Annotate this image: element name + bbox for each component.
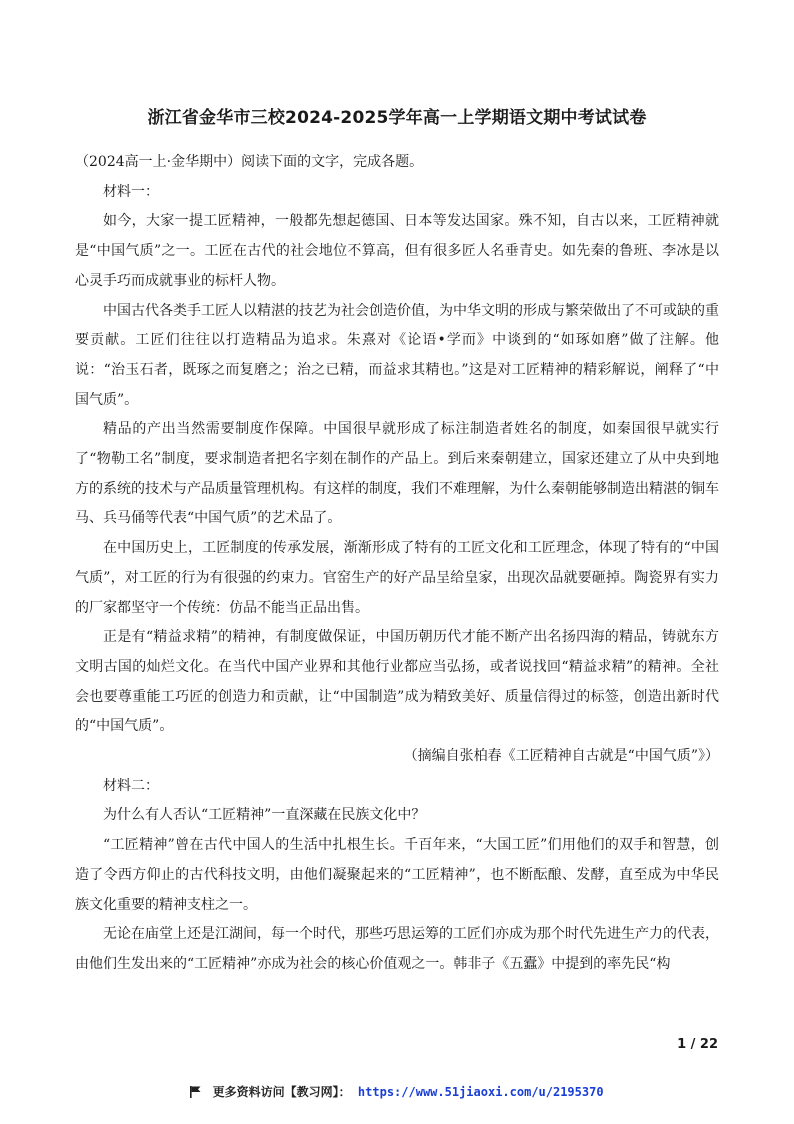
footer-label: 更多资料访问【教习网】：: [212, 1085, 351, 1099]
paragraph: 精品的产出当然需要制度作保障。中国很早就形成了标注制造者姓名的制度，如秦国很早就实行了“物勒工名”制度，要求制造者把名字刻在制作的产品上。到后来秦朝建立，国家还建立了从中央到地方的系统的技术与产品质量管理机构。有这样的制度，我们不难理解，为什么秦朝能够制造出精湛的铜车马、兵马俑等代表“中国气质”的艺术品了。: [75, 421, 719, 527]
paragraph: 如今，大家一提工匠精神，一般都先想起德国、日本等发达国家。殊不知，自古以来，工匠精神就是“中国气质”之一。工匠在古代的社会地位不算高，但有很多匠人名垂青史。如先秦的鲁班、李冰是以心灵手巧而成就事业的标杆人物。: [75, 213, 719, 289]
paragraph: 正是有“精益求精”的精神，有制度做保证，中国历朝历代才能不断产出名扬四海的精品，铸就东方文明古国的灿烂文化。在当代中国产业界和其他行业都应当弘扬，或者说找回“精益求精”的精神。全社会也要尊重能工巧匠的创造力和贡献，让“中国制造”成为精致美好、质量信得过的标签，创造出新时代的“中国气质”。: [75, 629, 719, 735]
page-number: 1 / 22: [677, 1037, 718, 1052]
paragraph: 无论在庙堂上还是江湖间，每一个时代，那些巧思运筹的工匠们亦成为那个时代先进生产力的代表，由他们生发出来的“工匠精神”亦成为社会的核心价值观之一。韩非子《五蠹》中提到的率先民“构: [75, 926, 719, 972]
paragraph: “工匠精神”曾在古代中国人的生活中扎根生长。千百年来，“大国工匠”们用他们的双手和智慧，创造了令西方仰止的古代科技文明，由他们凝聚起来的“工匠精神”，也不断酝酿、发酵，直至成为中华民族文化重要的精神支柱之一。: [75, 837, 719, 913]
paragraph: 中国古代各类手工匠人以精湛的技艺为社会创造价值，为中华文明的形成与繁荣做出了不可或缺的重要贡献。工匠们往往以打造精品为追求。朱熹对《论语•学而》中谈到的“如琢如磨”做了注解。他说：“治玉石者，既琢之而复磨之；治之已精，而益求其精也。”这是对工匠精神的精彩解说，阐释了“中国气质”。: [75, 302, 719, 408]
source-citation: （摘编自张柏春《工匠精神自古就是“中国气质”》）: [403, 748, 719, 765]
document-body: [75, 148, 719, 980]
paragraph: 在中国历史上，工匠制度的传承发展，渐渐形成了特有的工匠文化和工匠理念，体现了特有的“中国气质”，对工匠的行为有很强的约束力。官窑生产的好产品呈给皇家，出现次品就要砸掉。陶瓷界有实力的厂家都坚守一个传统：仿品不能当正品出售。: [75, 540, 719, 616]
document-title: 浙江省金华市三校2024-2025学年高一上学期语文期中考试试卷: [147, 108, 647, 128]
flag-icon: [190, 1086, 201, 1101]
material-one-heading: 材料一：: [103, 183, 159, 200]
question-intro: （2024高一上·金华期中）阅读下面的文字，完成各题。: [75, 154, 424, 170]
footer-banner: [0, 1083, 794, 1101]
footer-link[interactable]: https://www.51jiaoxi.com/u/2195370: [357, 1085, 604, 1099]
paragraph: 为什么有人否认“工匠精神”一直深藏在民族文化中？: [103, 807, 426, 824]
material-two-heading: 材料二：: [103, 777, 159, 794]
